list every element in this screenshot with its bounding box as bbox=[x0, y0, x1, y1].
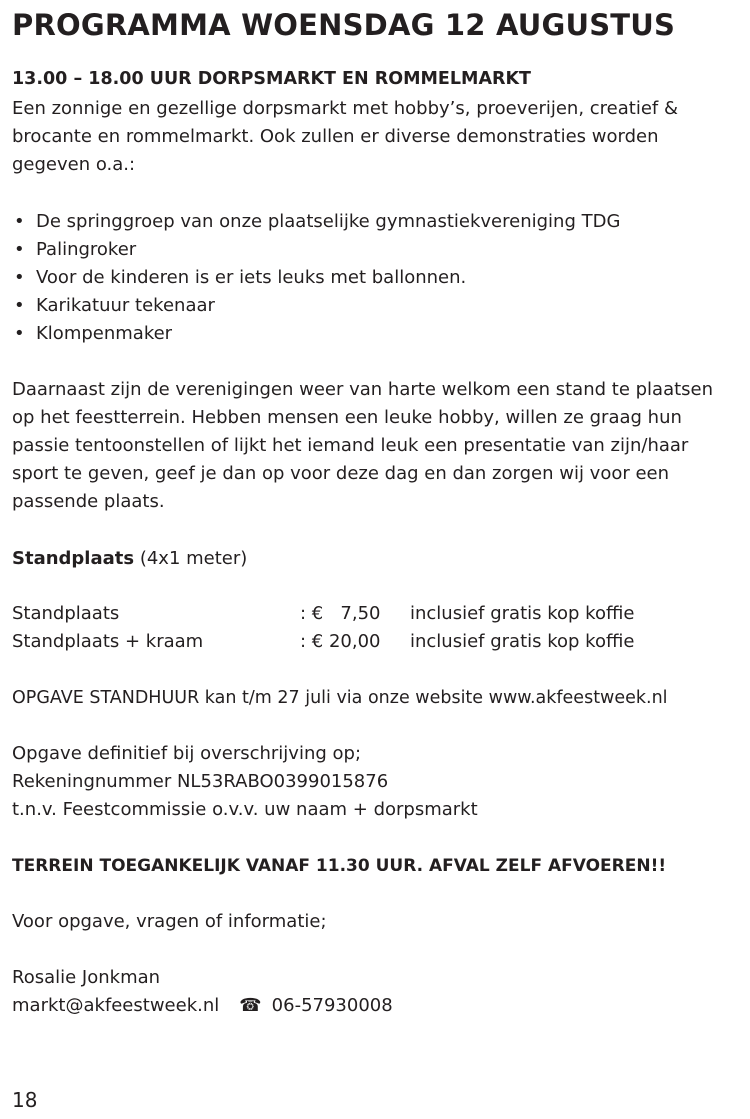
verenigingen-paragraph bbox=[12, 376, 742, 516]
page-number: 18 bbox=[12, 1088, 38, 1112]
list-item: • De springgroep van onze plaatselijke gymnastiekvereniging TDG bbox=[12, 208, 620, 236]
betaling-line: t.n.v. Feestcommissie o.v.v. uw naam + dorpsmarkt bbox=[12, 799, 478, 820]
list-item: • Klompenmaker bbox=[12, 320, 620, 348]
price-note: inclusief gratis kop koffie bbox=[410, 631, 635, 652]
paragraph-line: passende plaats. bbox=[12, 491, 165, 512]
price-table bbox=[12, 600, 634, 656]
paragraph-line: passie tentoonstellen of lijkt het iemand leuk een presentatie van zijn/haar bbox=[12, 435, 689, 456]
phone-icon: ☎ bbox=[239, 995, 262, 1016]
opgave-standhuur: OPGAVE STANDHUUR kan t/m 27 juli via onze website www.akfeestweek.nl bbox=[12, 688, 668, 708]
vragen-line: Voor opgave, vragen of informatie; bbox=[12, 911, 327, 932]
contact-block bbox=[12, 964, 393, 1020]
paragraph-line: Daarnaast zijn de verenigingen weer van harte welkom een stand te plaatsen bbox=[12, 379, 714, 400]
price-note: inclusief gratis kop koffie bbox=[410, 603, 635, 624]
intro-paragraph bbox=[12, 95, 712, 179]
list-item: • Palingroker bbox=[12, 236, 620, 264]
standplaats-label: Standplaats bbox=[12, 548, 135, 569]
contact-line bbox=[12, 992, 393, 1020]
intro-line: Een zonnige en gezellige dorpsmarkt met hobby’s, proeverijen, creatief & bbox=[12, 98, 678, 119]
standplaats-size: (4x1 meter) bbox=[139, 548, 248, 569]
terrein-notice: TERREIN TOEGANKELIJK VANAF 11.30 UUR. AFVAL ZELF AFVOEREN!! bbox=[12, 856, 667, 876]
page-title: PROGRAMMA WOENSDAG 12 AUGUSTUS bbox=[12, 8, 676, 42]
list-item: • Voor de kinderen is er iets leuks met ballonnen. bbox=[12, 264, 620, 292]
price-label: Standplaats bbox=[12, 603, 120, 624]
standplaats-heading bbox=[12, 545, 247, 573]
section-heading: 13.00 – 18.00 UUR DORPSMARKT EN ROMMELMARKT bbox=[12, 69, 531, 89]
table-row bbox=[12, 600, 634, 628]
table-row bbox=[12, 628, 634, 656]
list-item: • Karikatuur tekenaar bbox=[12, 292, 620, 320]
paragraph-line: op het feestterrein. Hebben mensen een leuke hobby, willen ze graag hun bbox=[12, 407, 682, 428]
intro-line: gegeven o.a.: bbox=[12, 154, 136, 175]
price-amount: : € 7,50 bbox=[300, 603, 381, 624]
contact-name: Rosalie Jonkman bbox=[12, 967, 161, 988]
contact-phone[interactable]: 06-57930008 bbox=[271, 995, 393, 1016]
betaling-line: Opgave definitief bij overschrijving op; bbox=[12, 743, 362, 764]
price-amount: : € 20,00 bbox=[300, 631, 381, 652]
price-label: Standplaats + kraam bbox=[12, 631, 204, 652]
betaling-line: Rekeningnummer NL53RABO0399015876 bbox=[12, 771, 389, 792]
contact-email[interactable]: markt@akfeestweek.nl bbox=[12, 995, 220, 1016]
paragraph-line: sport te geven, geef je dan op voor deze dag en dan zorgen wij voor een bbox=[12, 463, 670, 484]
demonstration-list bbox=[12, 208, 620, 348]
intro-line: brocante en rommelmarkt. Ook zullen er diverse demonstraties worden bbox=[12, 126, 659, 147]
betaling-info bbox=[12, 740, 478, 824]
